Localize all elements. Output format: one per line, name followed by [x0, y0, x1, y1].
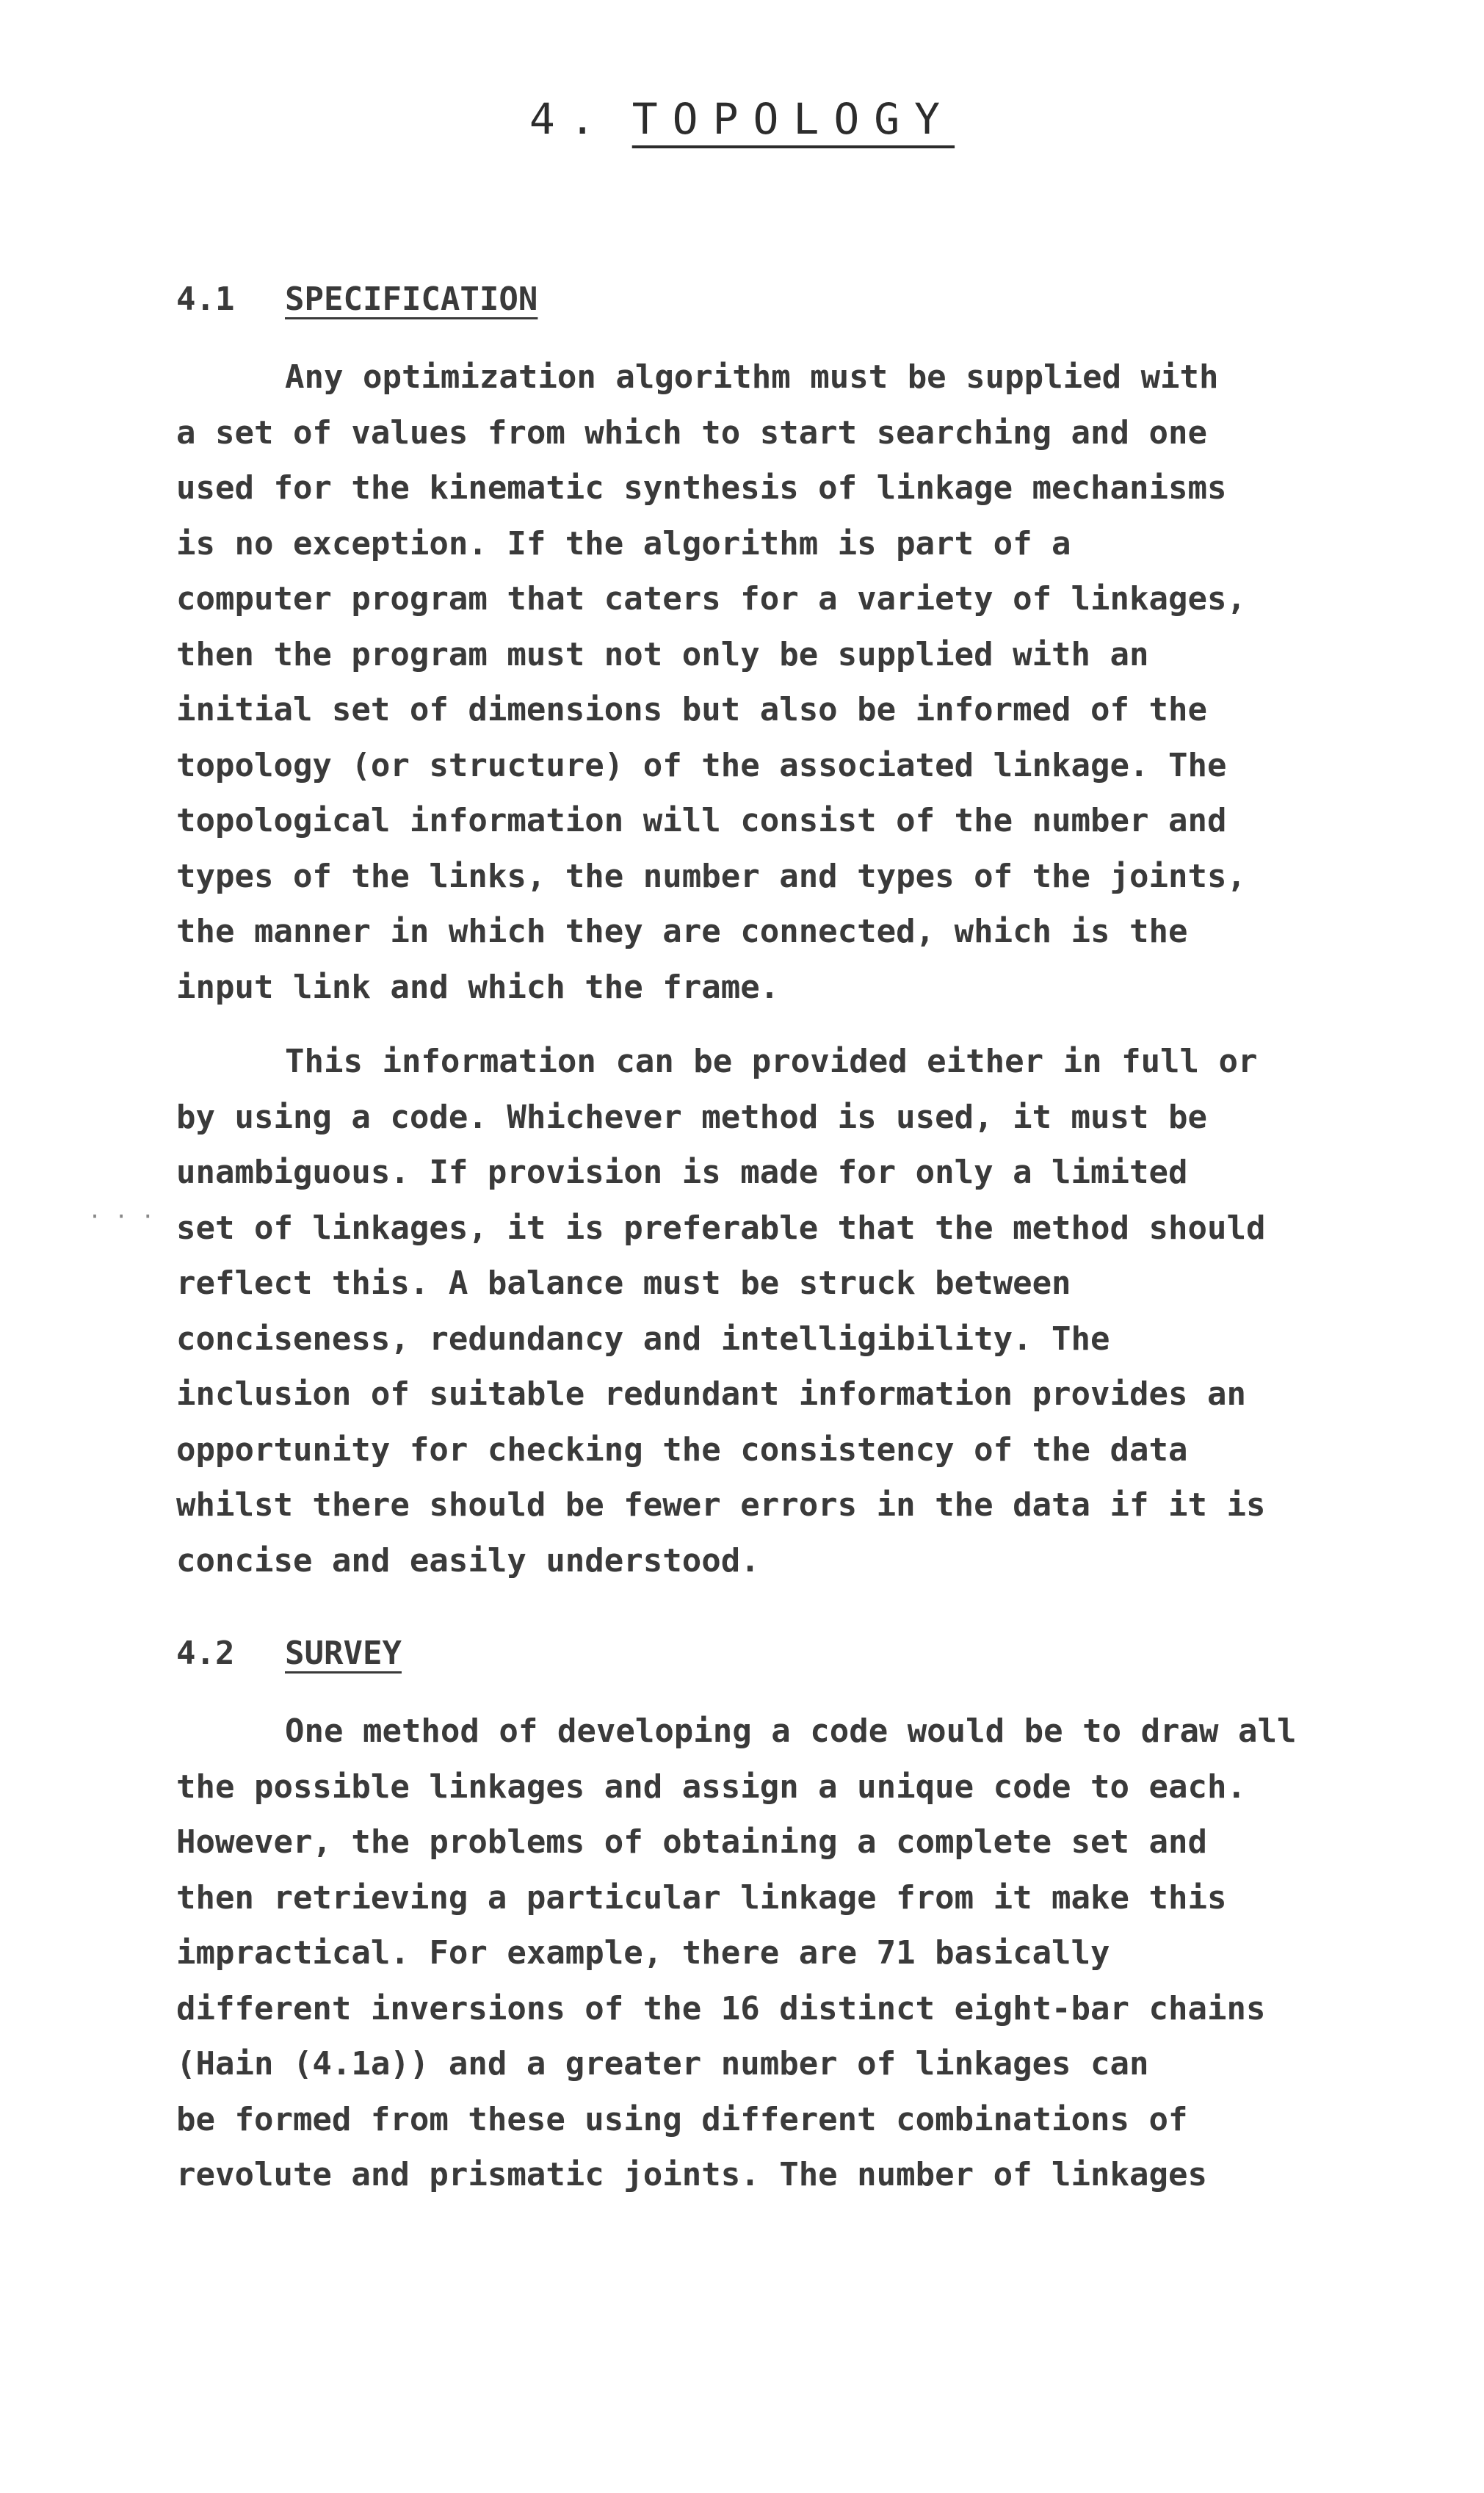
chapter-title — [0, 94, 1484, 144]
paragraph: One method of developing a code would be to draw all the possible linkages and assign a unique code to each. However, the problems of obtaining a complete set and then retrieving a particular linkage from it make this impractical. For example, there are 71 basically different inversions of the 16 distinct eight-bar chains (Hain (4.1a)) and a greater number of linkages can be formed from these using different combinations of revolute and prismatic joints. The number of linkages — [176, 1712, 1297, 2193]
margin-mark: · · · — [88, 1204, 155, 1230]
paragraph: Any optimization algorithm must be supplied with a set of values from which to start searching and one used for the kinematic synthesis of linkage mechanisms is no exception. If the algorithm is part of a computer program that caters for a variety of linkages, then the program must not only be supplied with an initial set of dimensions but also be informed of the topology (or structure) of the associated linkage. The topological information will consist of the number and types of the links, the number and types of the joints, the manner in which they are connected, which is the input link and which the frame. — [176, 358, 1246, 1006]
chapter-number: 4. — [529, 94, 610, 144]
section-survey — [176, 1632, 1439, 2203]
section-title: SURVEY — [285, 1635, 402, 1672]
section-heading — [176, 278, 1439, 322]
chapter-title-text: TOPOLOGY — [631, 94, 955, 144]
section-heading — [176, 1632, 1439, 1676]
section-specification — [176, 278, 1439, 1588]
section-number: 4.1 — [176, 281, 235, 318]
section-title: SPECIFICATION — [285, 281, 538, 318]
paragraph: This information can be provided either in full or by using a code. Whichever method is used, it must be unambiguous. If provision is made for only a limited set of linkages, it is preferable that the method should reflect this. A balance must be struck between conciseness, redundancy and intelligibility. The inclusion of suitable redundant information provides an opportunity for checking the consistency of the data whilst there should be fewer errors in the data if it is concise and easily understood. — [176, 1043, 1266, 1580]
section-number: 4.2 — [176, 1635, 235, 1672]
